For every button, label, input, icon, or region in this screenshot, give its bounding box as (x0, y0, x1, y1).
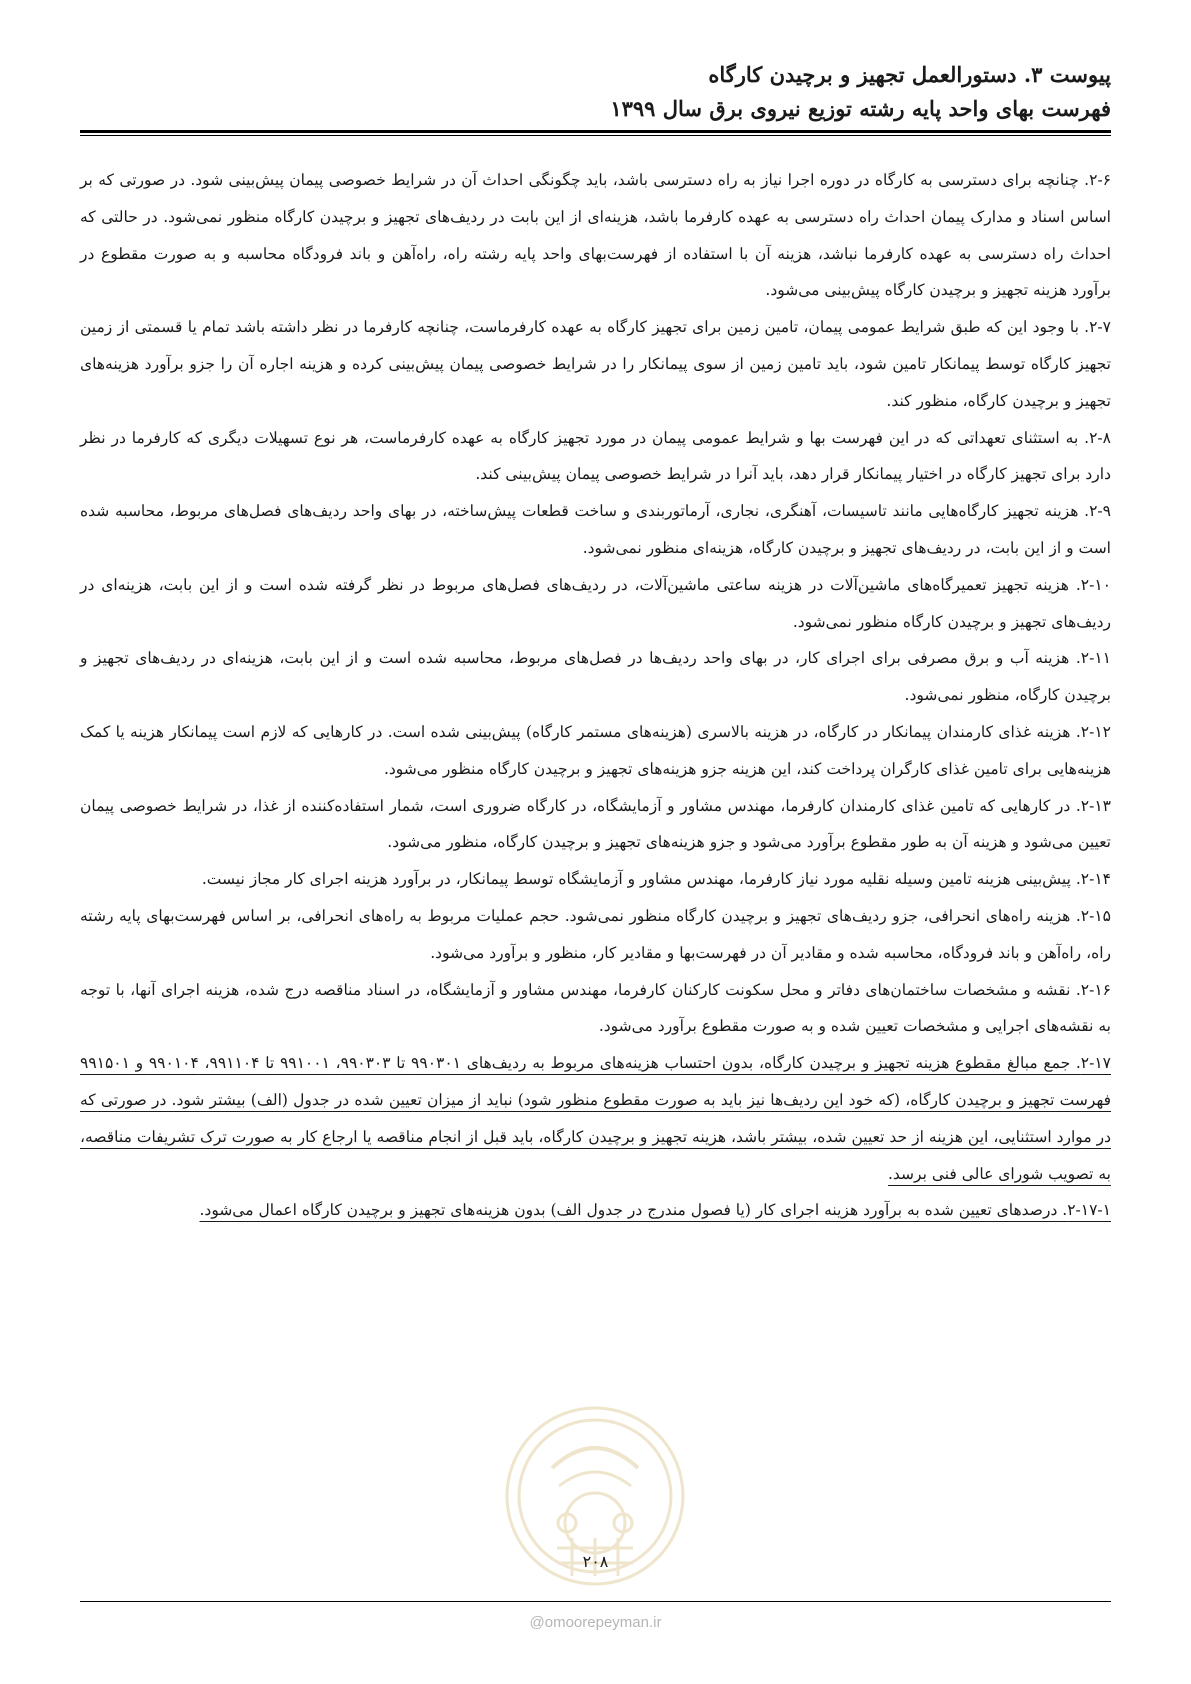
document-subtitle: فهرست بهای واحد پایه رشته توزیع نیروی برق سال ۱۳۹۹ (610, 96, 1111, 121)
paragraph-2-13: ۲-۱۳. در کارهایی که تامین غذای کارمندان کارفرما، مهندس مشاور و آزمایشگاه، در کارگاه ضروری است، شمار استفاده‌کننده از غذا، در شرایط خصوصی پیمان تعیین می‌شود و هزینه آن به طور مقطوع برآورد می‌شود و جزو هزینه‌های تجهیز و برچیدن کارگاه، منظور می‌شود. (80, 796, 1111, 852)
paragraph-2-17: ۲-۱۷. جمع مبالغ مقطوع هزینه تجهیز و برچیدن کارگاه، بدون احتساب هزینه‌های مربوط به ردیف‌های ۹۹۰۳۰۱ تا ۹۹۰۳۰۳، ۹۹۱۰۰۱ تا ۹۹۱۱۰۴، ۹۹۰۱۰۴ و ۹۹۱۵۰۱ فهرست تجهیز و برچیدن کارگاه، (که خود این ردیف‌ها نیز باید به صورت مقطوع منظور شود) نباید از میزان تعیین شده در جدول (الف) بیشتر شود. در صورتی که در موارد استثنایی، این هزینه از حد تعیین شده، بیشتر باشد، هزینه تجهیز و برچیدن کارگاه، باید قبل از انجام مناقصه یا ارجاع کار به صورت ترک تشریفات مناقصه، به تصویب شورای عالی فنی برسد. (80, 1054, 1112, 1183)
paragraph-2-14: ۲-۱۴. پیش‌بینی هزینه تامین وسیله نقلیه مورد نیاز کارفرما، مهندس مشاور و آزمایشگاه توسط پیمانکار، در برآورد هزینه اجرای کار مجاز نیست. (201, 870, 1111, 889)
paragraph-2-8: ۲-۸. به استثنای تعهداتی که در این فهرست بها و شرایط عمومی پیمان در مورد تجهیز کارگاه به عهده کارفرماست، هر نوع تسهیلات دیگری که کارفرما در نظر دارد برای تجهیز کارگاه در اختیار پیمانکار قرار دهد، باید آنرا در شرایط خصوصی پیمان پیش‌بینی کند. (80, 428, 1111, 484)
document-body (80, 162, 1111, 1229)
paragraph-2-16: ۲-۱۶. نقشه و مشخصات ساختمان‌های دفاتر و محل سکونت کارکنان کارفرما، مهندس مشاور و آزمایشگاه، در اسناد مناقصه درج شده، هزینه اجرای آنها، با توجه به نقشه‌های اجرایی و مشخصات تعیین شده و به صورت مقطوع برآورد می‌شود. (80, 980, 1111, 1036)
appendix-title: پیوست ۳. دستورالعمل تجهیز و برچیدن کارگاه (708, 62, 1111, 87)
paragraph-2-17-1: ۲-۱۷-۱. درصدهای تعیین شده به برآورد هزینه اجرای کار (یا فصول مندرج در جدول الف) بدون هزینه‌های تجهیز و برچیدن کارگاه اعمال می‌شود. (199, 1201, 1111, 1220)
page-header (80, 58, 1111, 126)
paragraph-2-10: ۲-۱۰. هزینه تجهیز تعمیرگاه‌های ماشین‌آلات در هزینه ساعتی ماشین‌آلات، در ردیف‌های فصل‌های مربوط در نظر گرفته شده است و از این بابت، هزینه‌ای در ردیف‌های تجهیز و برچیدن کارگاه منظور نمی‌شود. (80, 575, 1111, 631)
footer-divider (80, 1601, 1111, 1602)
paragraph-2-11: ۲-۱۱. هزینه آب و برق مصرفی برای اجرای کار، در بهای واحد ردیف‌ها در فصل‌های مربوط، محاسبه شده است و از این بابت، هزینه‌ای در ردیف‌های تجهیز و برچیدن کارگاه، منظور نمی‌شود. (80, 649, 1111, 705)
paragraph-2-7: ۲-۷. با وجود این که طبق شرایط عمومی پیمان، تامین زمین برای تجهیز کارگاه به عهده کارفرماست، چنانچه کارفرما در نظر داشته باشد تمام یا قسمتی از زمین تجهیز کارگاه توسط پیمانکار تامین شود، باید تامین زمین از سوی پیمانکار را در شرایط خصوصی پیمان پیش‌بینی کرده و هزینه اجاره آن را جزو برآورد هزینه‌های تجهیز و برچیدن کارگاه، منظور کند. (80, 318, 1111, 410)
paragraph-2-12: ۲-۱۲. هزینه غذای کارمندان پیمانکار در کارگاه، در هزینه بالاسری (هزینه‌های مستمر کارگاه) پیش‌بینی شده است. در کارهایی که لازم است پیمانکار هزینه یا کمک هزینه‌هایی برای تامین غذای کارگران پرداخت کند، این هزینه جزو هزینه‌های تجهیز و برچیدن کارگاه منظور می‌شود. (80, 722, 1111, 778)
paragraph-2-15: ۲-۱۵. هزینه راه‌های انحرافی، جزو ردیف‌های تجهیز و برچیدن کارگاه منظور نمی‌شود. حجم عملیات مربوط به راه‌های انحرافی، بر اساس فهرست‌بهای پایه رشته راه، راه‌آهن و باند فرودگاه، محاسبه شده و مقادیر آن در فهرست‌بها و مقادیر کار، منظور و برآورد می‌شود. (80, 906, 1111, 962)
paragraph-2-9: ۲-۹. هزینه تجهیز کارگاه‌هایی مانند تاسیسات، آهنگری، نجاری، آرماتوربندی و ساخت قطعات پیش‌ساخته، در بهای واحد ردیف‌های فصل‌های مربوط، محاسبه شده است و از این بابت، در ردیف‌های تجهیز و برچیدن کارگاه، هزینه‌ای منظور نمی‌شود. (80, 502, 1111, 557)
header-divider-thick (80, 130, 1111, 133)
header-divider-thin (80, 135, 1111, 136)
paragraph-2-6: ۲-۶. چنانچه برای دسترسی به کارگاه در دوره اجرا نیاز به راه دسترسی باشد، باید چگونگی احداث آن در شرایط خصوصی پیمان پیش‌بینی شود. در صورتی که بر اساس اسناد و مدارک پیمان احداث راه دسترسی به عهده کارفرما باشد، هزینه‌ای از این بابت در ردیف‌های تجهیز و برچیدن کارگاه منظور نمی‌شود. در حالتی که احداث راه دسترسی به عهده کارفرما نباشد، هزینه آن با استفاده از فهرست‌بهای واحد پایه رشته راه، راه‌آهن و باند فرودگاه محاسبه و به صورت مقطوع در برآورد هزینه تجهیز و برچیدن کارگاه پیش‌بینی می‌شود. (80, 171, 1112, 300)
page-number: ۲۰۸ (582, 1552, 609, 1571)
footer-website: @omoorepeyman.ir (529, 1614, 662, 1631)
